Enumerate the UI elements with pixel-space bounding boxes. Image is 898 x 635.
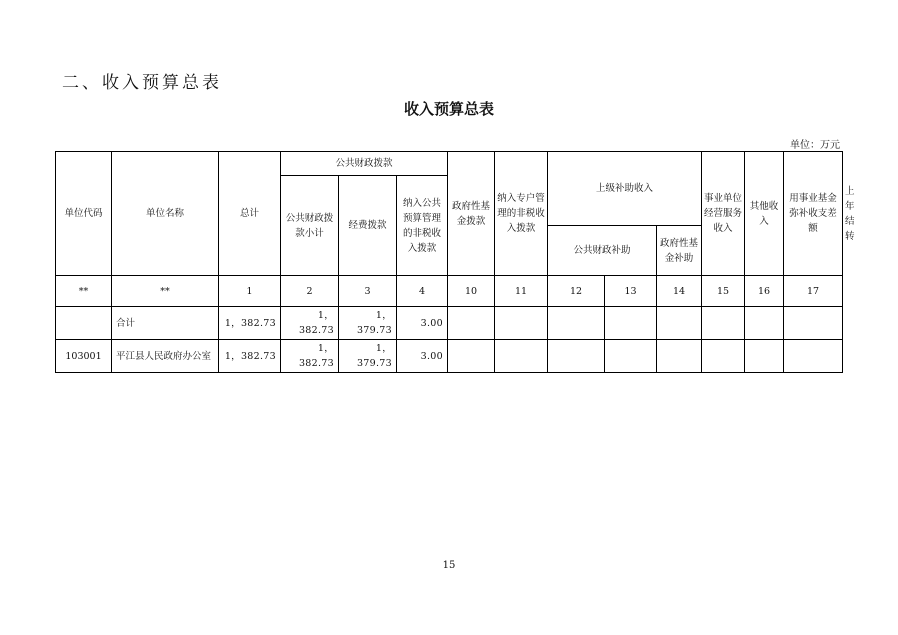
header-other-income: 其他收入 [745, 152, 784, 276]
income-budget-table: 单位代码 单位名称 总计 公共财政拨款 政府性基金拨款 纳入专户管理的非税收入拨款 上级补助收入 事业单位经营服务收入 其他收入 用事业基金弥补收支差额 上年结转 公共财政拨款小计 经费拨款 纳入公共预算管理的非税收入拨款 公共财政补助 政府性基金补助 ** ** 1 2 3 4 10 11 12 13 14 15 16 17 合计 1，382.73 1，382.73 1，379.73 3.00 103001 平江县人民政府办公室 1，382.73 1，382.73 1，379.73 3.00 [55, 151, 843, 373]
empty-cell [657, 340, 702, 373]
non-tax-cell: 3.00 [397, 340, 448, 373]
header-non-tax-budget: 纳入公共预算管理的非税收入拨款 [397, 176, 448, 276]
index-cell: 11 [495, 276, 548, 307]
page-number: 15 [442, 560, 456, 571]
index-cell: 17 [784, 276, 843, 307]
index-cell: 10 [448, 276, 495, 307]
page-title: 收入预算总表 [403, 100, 494, 118]
empty-cell [605, 307, 657, 340]
index-cell: 14 [657, 276, 702, 307]
header-superior-public-finance: 公共财政补助 [548, 226, 657, 276]
empty-cell [784, 340, 843, 373]
header-unit-code: 单位代码 [56, 152, 112, 276]
unit-code-cell [56, 307, 112, 340]
header-gov-fund: 政府性基金拨款 [448, 152, 495, 276]
empty-cell [702, 340, 745, 373]
empty-cell [745, 307, 784, 340]
subtotal-cell: 1，382.73 [281, 307, 339, 340]
header-superior-gov-fund: 政府性基金补助 [657, 226, 702, 276]
index-row [56, 276, 843, 307]
empty-cell [605, 340, 657, 373]
subtotal-cell: 1，382.73 [281, 340, 339, 373]
index-cell: ** [56, 276, 112, 307]
header-total: 总计 [219, 152, 281, 276]
section-heading: 二、收入预算总表 [62, 73, 222, 93]
header-superior-subsidy-group: 上级补助收入 [548, 152, 702, 226]
empty-cell [448, 340, 495, 373]
header-fund-balance: 用事业基金弥补收支差额 [784, 152, 843, 276]
header-public-finance-subtotal: 公共财政拨款小计 [281, 176, 339, 276]
header-public-finance-group: 公共财政拨款 [281, 152, 448, 176]
index-cell: 4 [397, 276, 448, 307]
empty-cell [657, 307, 702, 340]
empty-cell [548, 340, 605, 373]
table-row [56, 307, 843, 340]
empty-cell [495, 307, 548, 340]
index-cell: 12 [548, 276, 605, 307]
empty-cell [702, 307, 745, 340]
table-row [56, 340, 843, 373]
unit-label: 单位：万元 [790, 140, 840, 151]
index-cell: ** [112, 276, 219, 307]
index-cell: 3 [339, 276, 397, 307]
empty-cell [548, 307, 605, 340]
index-cell: 15 [702, 276, 745, 307]
header-operating-funds: 经费拨款 [339, 176, 397, 276]
header-business-service: 事业单位经营服务收入 [702, 152, 745, 276]
index-cell: 1 [219, 276, 281, 307]
empty-cell [495, 340, 548, 373]
index-cell: 2 [281, 276, 339, 307]
unit-name-cell: 合计 [112, 307, 219, 340]
index-cell: 13 [605, 276, 657, 307]
unit-code-cell: 103001 [56, 340, 112, 373]
empty-cell [784, 307, 843, 340]
total-cell: 1，382.73 [219, 307, 281, 340]
index-cell: 16 [745, 276, 784, 307]
non-tax-cell: 3.00 [397, 307, 448, 340]
operating-cell: 1，379.73 [339, 307, 397, 340]
operating-cell: 1，379.73 [339, 340, 397, 373]
header-unit-name: 单位名称 [112, 152, 219, 276]
empty-cell [745, 340, 784, 373]
unit-name-cell: 平江县人民政府办公室 [112, 340, 219, 373]
header-special-account: 纳入专户管理的非税收入拨款 [495, 152, 548, 276]
total-cell: 1，382.73 [219, 340, 281, 373]
empty-cell [448, 307, 495, 340]
